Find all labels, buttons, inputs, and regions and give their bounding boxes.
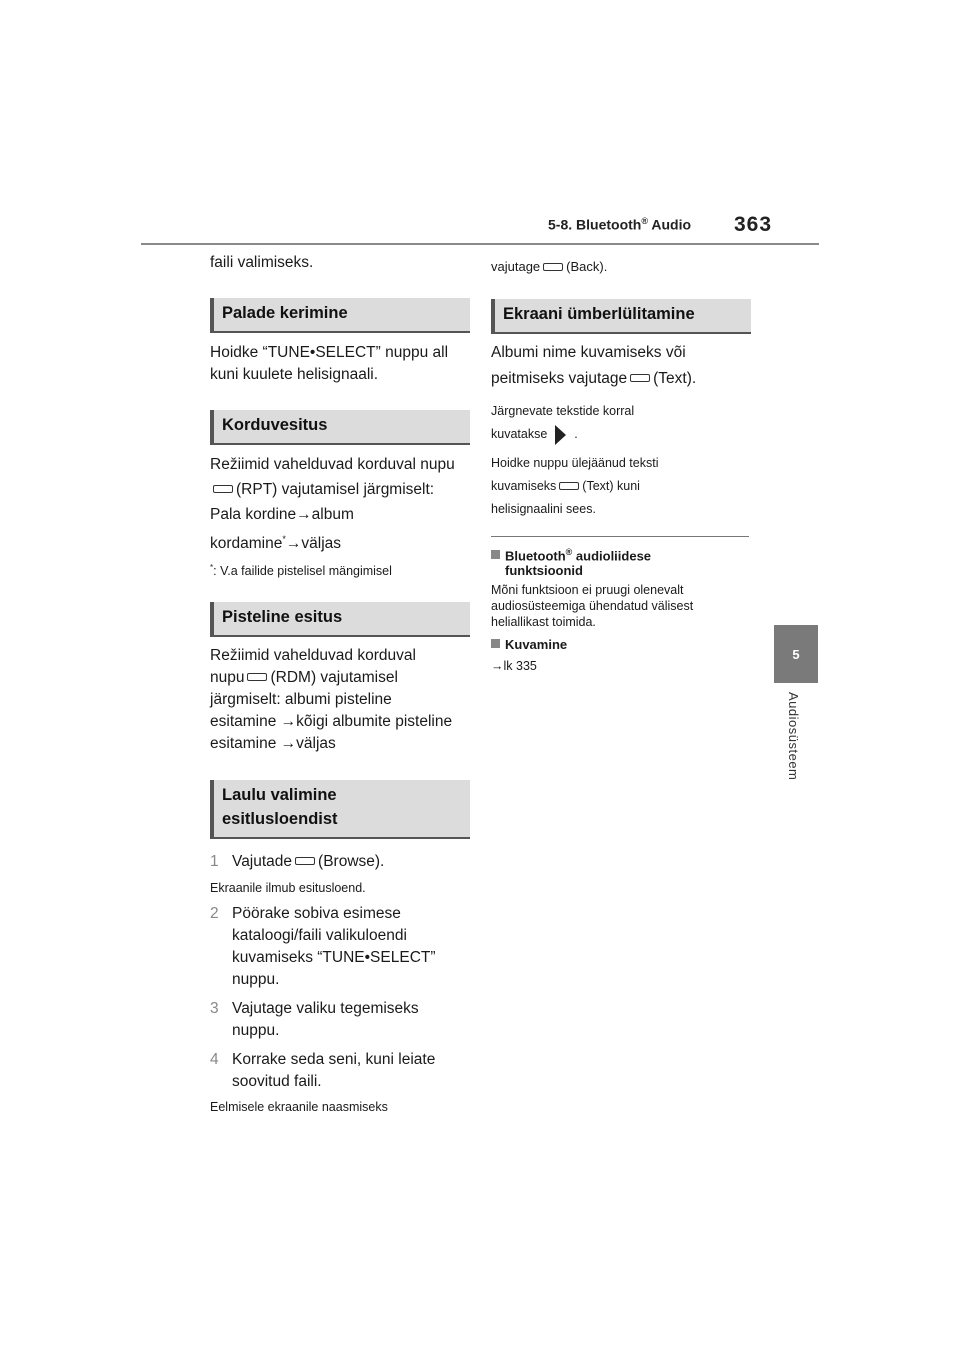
footnote: *: V.a failide pistelisel mängimisel [210, 563, 392, 579]
chapter-tab: 5 [774, 625, 818, 683]
step-1-note: Ekraanile ilmub esitusloend. [210, 881, 366, 896]
screen-switch-text: Albumi nime kuvamiseks või peitmiseks vajutage (Text). [491, 344, 697, 387]
repeat-text: Režiimid vahelduvad korduval nupu (RPT) vajutamisel järgmiselt: Pala kordine→album kordamine*→väljas *: V.a failide pistelisel mängimisel [210, 452, 470, 580]
step-1: 1 Vajutade (Browse). [210, 853, 385, 871]
heading-playlist: Laulu valimine esitlusloendist [210, 780, 470, 839]
intro-text: faili valimiseks. [210, 254, 314, 271]
section-divider [491, 536, 749, 537]
section-title: 5-8. Bluetooth® Audio [548, 216, 692, 233]
square-bullet-icon-2 [491, 639, 500, 648]
back-button-icon [543, 263, 563, 271]
track-scroll-text: Hoidke “TUNE•SELECT” nuppu all kuni kuulete helisignaali. [210, 344, 449, 383]
step-4: 4 Korrake seda seni, kuni leiate soovitud faili. [210, 1051, 436, 1091]
header-divider [141, 243, 819, 245]
steps [210, 851, 470, 1116]
text-button-icon [630, 374, 650, 382]
screen-switch-notes: Järgnevate tekstide korral kuvatakse . Hoidke nuppu ülejäänud teksti kuvamiseks (Text) kuni helisignaalini sees. [491, 404, 659, 516]
heading-screen-switch: Ekraani ümberlülitamine [491, 299, 751, 334]
step-4-note: Eelmisele ekraanile naasmiseks [210, 1100, 388, 1115]
text-button-icon-2 [559, 482, 579, 490]
heading-random: Pisteline esitus [210, 602, 470, 637]
browse-button-icon [295, 857, 315, 865]
display-section: Kuvamine →lk 335 [491, 637, 751, 675]
back-text: vajutage (Back). [491, 259, 608, 274]
chapter-label: Audiosüsteem [786, 692, 801, 781]
right-column [491, 258, 751, 675]
page-number: 363 [734, 213, 773, 236]
heading-track-scroll: Palade kerimine [210, 298, 470, 333]
step-3: 3 Vajutage valiku tegemiseks nuppu. [210, 1000, 419, 1040]
rpt-button-icon [213, 485, 233, 493]
bluetooth-functions: Bluetooth® audioliidese funktsioonid Mõni funktsioon ei pruugi olenevalt audiosüsteemiga ühendatud välisest heliallikast toimida. [491, 547, 694, 630]
play-arrow-icon [555, 425, 566, 445]
rdm-button-icon [247, 673, 267, 681]
page-reference-link[interactable]: →lk 335 [491, 659, 537, 674]
step-2: 2 Pöörake sobiva esimese kataloogi/faili valikuloendi kuvamiseks “TUNE•SELECT” nuppu. [210, 905, 436, 989]
square-bullet-icon [491, 550, 500, 559]
random-text: Režiimid vahelduvad korduval nupu (RDM) vajutamisel järgmiselt: albumi pisteline esitamine →kõigi albumite pisteline esitamine →väljas [210, 647, 453, 753]
heading-repeat: Korduvesitus [210, 410, 470, 445]
left-column [210, 252, 470, 1116]
